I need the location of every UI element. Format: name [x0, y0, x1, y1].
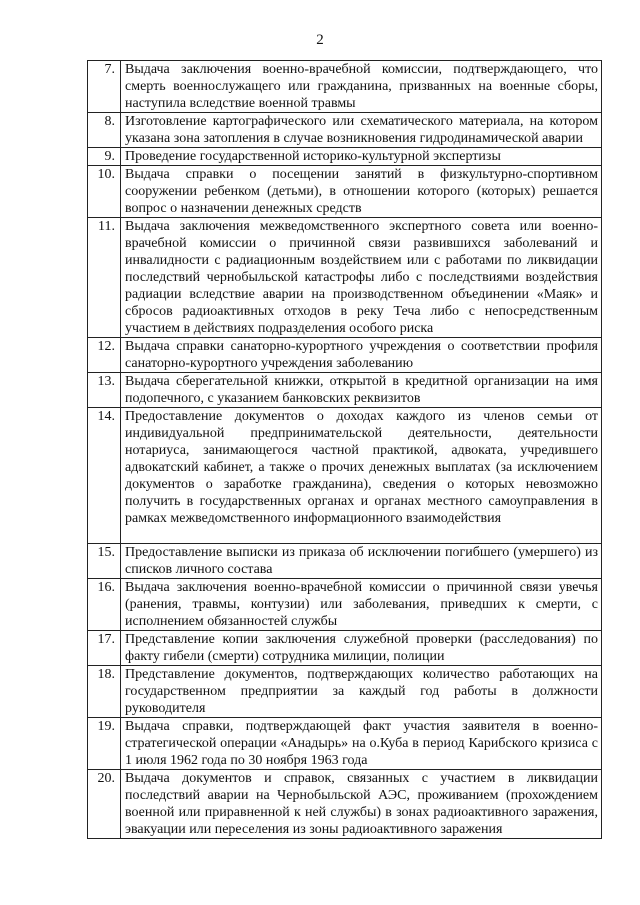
services-table — [87, 60, 602, 839]
row-number: 18. — [88, 666, 121, 718]
table-row — [88, 631, 602, 666]
table-row — [88, 166, 602, 218]
row-description: Выдача сберегательной книжки, открытой в кредитной организации на имя подопечного, с указанием банковских реквизитов — [121, 373, 602, 408]
table-row — [88, 408, 602, 544]
table-row — [88, 544, 602, 579]
table-row — [88, 718, 602, 770]
row-number: 19. — [88, 718, 121, 770]
row-number: 15. — [88, 544, 121, 579]
row-number: 11. — [88, 218, 121, 338]
row-description: Выдача заключения межведомственного экспертного совета или военно-врачебной комиссии о причинной связи развившихся заболеваний и инвалидности с радиационным воздействием или с работами по ликвидации последствий чернобыльской катастрофы либо с последствиями воздействия радиации вследствие аварии на производственном объединении «Маяк» и сбросов радиоактивных отходов в реку Теча либо с непосредственным участием в действиях подразделения особого риска — [121, 218, 602, 338]
table-row — [88, 148, 602, 166]
row-number: 7. — [88, 61, 121, 113]
services-table-body — [88, 61, 602, 839]
row-description: Выдача справки санаторно-курортного учреждения о соответствии профиля санаторно-курортного учреждения заболеванию — [121, 338, 602, 373]
page-number: 2 — [316, 32, 324, 48]
row-description: Представление копии заключения служебной проверки (расследования) по факту гибели (смерти) сотрудника милиции, полиции — [121, 631, 602, 666]
row-description: Изготовление картографического или схематического материала, на котором указана зона затопления в случае возникновения гидродинамической аварии — [121, 113, 602, 148]
table-row — [88, 579, 602, 631]
row-description: Выдача справки, подтверждающей факт участия заявителя в военно-стратегической операции «Анадырь» на о.Куба в период Карибского кризиса с 1 июля 1962 года по 30 ноября 1963 года — [121, 718, 602, 770]
row-number: 16. — [88, 579, 121, 631]
table-row — [88, 218, 602, 338]
row-number: 13. — [88, 373, 121, 408]
row-description: Проведение государственной историко-культурной экспертизы — [121, 148, 602, 166]
row-description: Выдача документов и справок, связанных с участием в ликвидации последствий аварии на Чернобыльской АЭС, проживанием (прохождением военной или приравненной к ней службы) в зонах радиоактивного заражения, эвакуации или переселения из зоны радиоактивного заражения — [121, 770, 602, 839]
row-number: 17. — [88, 631, 121, 666]
table-row — [88, 770, 602, 839]
row-description: Выдача заключения военно-врачебной комиссии, подтверждающего, что смерть военнослужащего или гражданина, призванных на военные сборы, наступила вследствие военной травмы — [121, 61, 602, 113]
table-row — [88, 338, 602, 373]
row-number: 10. — [88, 166, 121, 218]
row-description: Предоставление выписки из приказа об исключении погибшего (умершего) из списков личного состава — [121, 544, 602, 579]
row-description: Выдача справки о посещении занятий в физкультурно-спортивном сооружении ребенком (детьми), в отношении которого (которых) решается вопрос о назначении денежных средств — [121, 166, 602, 218]
row-number: 14. — [88, 408, 121, 544]
table-row — [88, 666, 602, 718]
row-description: Предоставление документов о доходах каждого из членов семьи от индивидуальной предпринимательской деятельности, деятельности нотариуса, занимающегося частной практикой, адвоката, учредившего адвокатский кабинет, а также о прочих денежных выплатах (за исключением документов о заработке гражданина), сведения о которых невозможно получить в государственных органах и органах местного самоуправления в рамках межведомственного информационного взаимодействия — [121, 408, 602, 544]
row-number: 9. — [88, 148, 121, 166]
row-number: 12. — [88, 338, 121, 373]
table-row — [88, 61, 602, 113]
row-description: Представление документов, подтверждающих количество работающих на государственном предприятии за каждый год работы в должности руководителя — [121, 666, 602, 718]
row-number: 8. — [88, 113, 121, 148]
table-row — [88, 113, 602, 148]
row-number: 20. — [88, 770, 121, 839]
table-row — [88, 373, 602, 408]
row-description: Выдача заключения военно-врачебной комиссии о причинной связи увечья (ранения, травмы, контузии) или заболевания, приведших к смерти, с исполнением обязанностей службы — [121, 579, 602, 631]
